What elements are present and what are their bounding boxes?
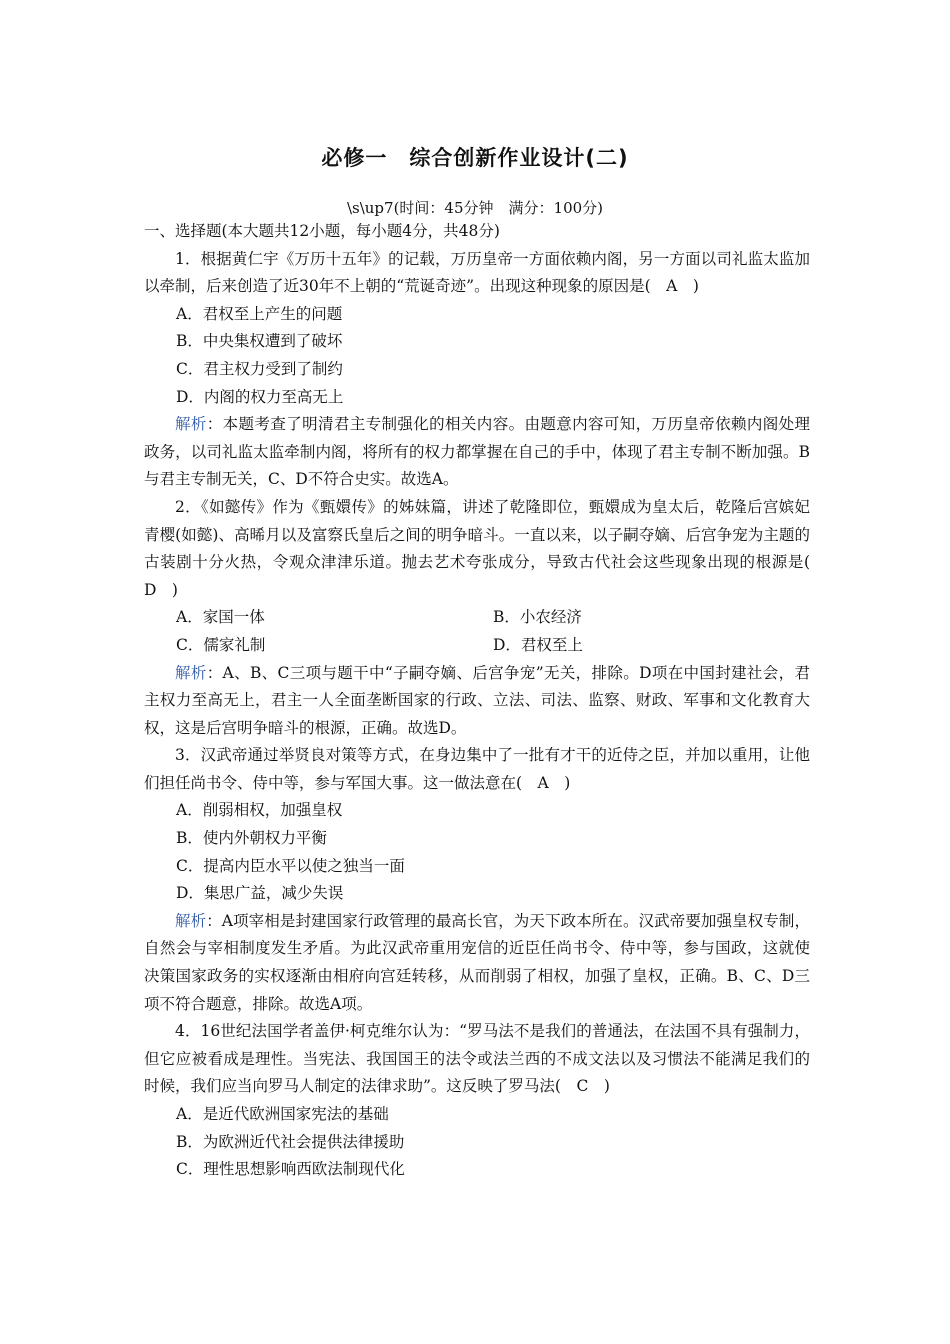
- analysis-text: ：本题考查了明清君主专制强化的相关内容。由题意内容可知，万历皇帝依赖内阁处理政务，以司礼监太监牵制内阁，将所有的权力都掌握在自己的手中，体现了君主专制不断加强。B与君主专制无关，C、D不符合史实。故选A。: [144, 415, 810, 489]
- analysis-text: ：A、B、C三项与题干中“子嗣夺嫡、后宫争宠”无关，排除。D项在中国封建社会，君主权力至高无上，君主一人全面垄断国家的行政、立法、司法、监察、财政、军事和文化教育大权，这是后宫明争暗斗的根源，正确。故选D。: [144, 663, 810, 737]
- option-row: [144, 604, 810, 632]
- analysis-label: 解析: [175, 663, 207, 682]
- question-stem: 3．汉武帝通过举贤良对策等方式，在身边集中了一批有才干的近侍之臣，并加以重用，让他们担任尚书令、侍中等，参与军国大事。这一做法意在( A ): [144, 746, 810, 792]
- option-c: C．提高内臣水平以使之独当一面: [176, 856, 405, 875]
- question-4: [144, 1018, 810, 1184]
- option-a: A．君权至上产生的问题: [176, 304, 343, 323]
- question-stem: 2．《如懿传》作为《甄嬛传》的姊妹篇，讲述了乾隆即位，甄嬛成为皇太后，乾隆后宫嫔妃青樱(如懿)、高晞月以及富察氏皇后之间的明争暗斗。一直以来，以子嗣夺嫡、后宫争宠为主题的古装剧十分火热，令观众津津乐道。抛去艺术夸张成分，导致古代社会这些现象出现的根源是( D ): [144, 497, 826, 599]
- document-body: [144, 218, 826, 1184]
- option-b: B．中央集权遭到了破坏: [176, 332, 343, 351]
- option-a: A．是近代欧洲国家宪法的基础: [176, 1105, 389, 1123]
- option-a: A．削弱相权，加强皇权: [176, 801, 343, 820]
- analysis: [144, 660, 810, 743]
- option-d: D．集思广益，减少失误: [176, 884, 344, 903]
- question-3: [144, 742, 810, 1018]
- option-c: C．儒家礼制: [176, 635, 266, 654]
- analysis-text: ：A项宰相是封建国家行政管理的最高长官，为天下政本所在。汉武帝要加强皇权专制，自然会与宰相制度发生矛盾。为此汉武帝重用宠信的近臣任尚书令、侍中等，参与国政，这就使决策国家政务的实权逐渐由相府向宫廷转移，从而削弱了相权，加强了皇权，正确。B、C、D三项不符合题意，排除。故选A项。: [144, 911, 810, 1013]
- question-stem: 4．16世纪法国学者盖伊·柯克维尔认为：“罗马法不是我们的普通法，在法国不具有强制力，但它应被看成是理性。当宪法、我国国王的法令或法兰西的不成文法以及习惯法不能满足我们的时候，我们应当向罗马人制定的法律求助”。这反映了罗马法( C ): [144, 1022, 810, 1096]
- analysis: [144, 411, 810, 494]
- exam-meta: \s\up7(时间：45分钟 满分：100分): [346, 199, 604, 217]
- option-row: [144, 632, 810, 660]
- question-stem: 1．根据黄仁宇《万历十五年》的记载，万历皇帝一方面依赖内阁，另一方面以司礼监太监加以牵制，后来创造了近30年不上朝的“荒诞奇迹”。出现这种现象的原因是( A ): [144, 249, 810, 296]
- analysis: [144, 908, 810, 1018]
- analysis-label: 解析: [175, 415, 207, 434]
- option-c: C．理性思想影响西欧法制现代化: [176, 1160, 405, 1179]
- option-d: D．内阁的权力至高无上: [176, 387, 344, 406]
- question-2: [144, 494, 826, 742]
- option-a: A．家国一体: [176, 608, 265, 627]
- option-b: B．小农经济: [493, 608, 582, 627]
- option-d: D．君权至上: [493, 635, 583, 654]
- option-b: B．使内外朝权力平衡: [176, 829, 327, 848]
- option-c: C．君主权力受到了制约: [176, 359, 343, 378]
- question-1: [144, 246, 810, 494]
- option-b: B．为欧洲近代社会提供法律援助: [176, 1132, 405, 1151]
- section-heading: 一、选择题(本大题共12小题，每小题4分，共48分): [144, 222, 500, 240]
- analysis-label: 解析: [175, 911, 207, 930]
- page-title: 必修一 综合创新作业设计(二): [321, 146, 629, 170]
